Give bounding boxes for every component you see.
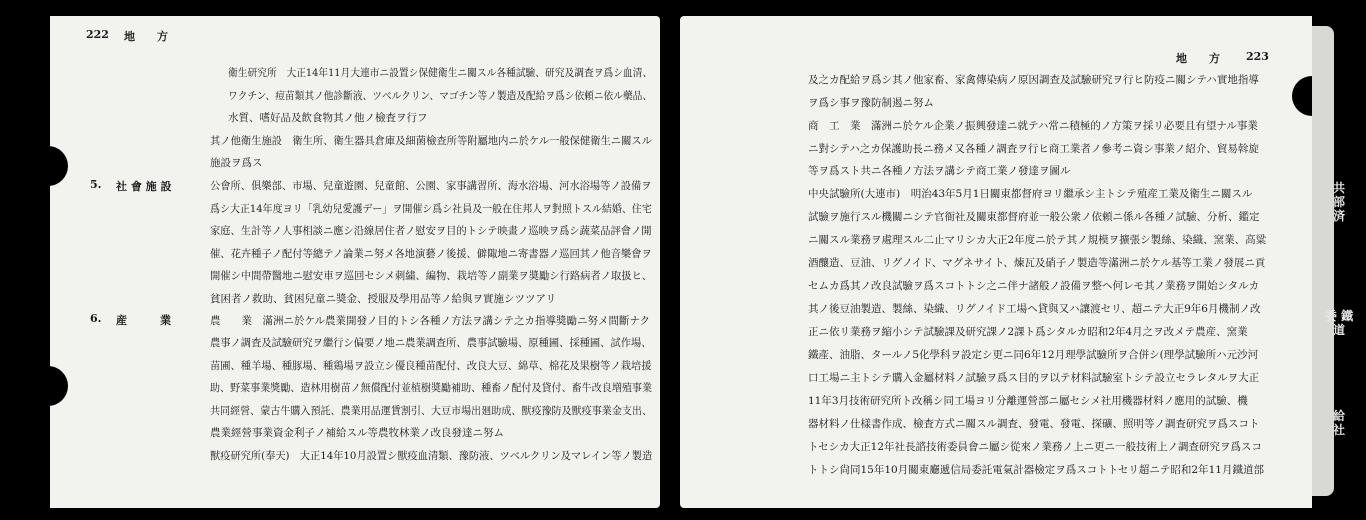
text-line: 助、野菜事業獎勵、造林用樹苗ノ無償配付並植樹奬勵補助、種畜ノ配付及貸付、畜牛改良増殖事業 (210, 382, 652, 394)
text-line: 試驗ヲ施行スル機關ニシテ官衙社及關東都督府並一般公衆ノ依頼ニ係ル各種ノ試驗、分析、鑑定 (808, 211, 1260, 223)
edge-stamp: 給 社 (1332, 409, 1345, 437)
text-line: 獸疫研究所(奉天) 大正14年10月設置シ獸疫血清類、豫防液、ツベルクリン及マレイン等ノ製造 (210, 450, 653, 462)
right-page (680, 16, 1312, 508)
left-page-number: 222 (86, 28, 109, 41)
text-line: 農事ノ調査及試驗研究ヲ繼行シ偏要ノ地ニ農業調查所、農事試驗場、原種圃、採種圃、試作場、 (210, 337, 652, 349)
binding-notch (1292, 76, 1312, 116)
text-line: 口工場ニ主トシテ購入金屬材料ノ試驗ヲ爲ス目的ヲ以テ材料試驗室トシテ設立セラレタルヲ大正 (808, 372, 1260, 384)
text-line: 等ヲ爲スト共ニ各種ノ方法ヲ講シテ商工業ノ發達ヲ圖ル (808, 165, 1071, 177)
text-line: ニ關スル業務ヲ處理スル二止マリシカ大正2年度ニ於テ其ノ規模ヲ擴張シ製絲、染織、窯業、高粱 (808, 234, 1267, 246)
edge-stamp: 委 鐵 道 (1324, 309, 1354, 337)
section-title: 社 會 施 設 (116, 180, 172, 193)
left-page-header: 地 方 (124, 30, 168, 43)
right-page-number: 223 (1246, 50, 1269, 63)
section-title: 産 業 (116, 314, 171, 327)
text-line: ニ對シテハ之カ保護助長ニ務メ又各種ノ調査ヲ行ヒ商工業者ノ參考ニ資シ事業ノ紹介、貿易斡旋 (808, 143, 1259, 155)
binding-notch (50, 146, 68, 186)
text-line: 苗圃、種羊場、種豚場、種鶏場ヲ設立シ優良種苗配付、改良大豆、綿草、棉花及果樹等ノ栽培援 (210, 360, 652, 372)
text-line: 衛生研究所 大正14年11月大連市ニ設置シ保健衛生ニ關スル各種試驗、研究及調査ヲ爲シ血清、 (228, 67, 653, 79)
section-number: 5. (90, 178, 102, 191)
text-line: 商 工 業 滿洲ニ於ケル企業ノ振興發達ニ就テハ常ニ積極的ノ方策ヲ採リ必要且有望ナル事業 (808, 120, 1258, 132)
text-line: 酒釀造、豆油、リグノイド、マグネサイト、煉瓦及硝子ノ製造等滿洲ニ於ケル基等工業ノ發展ニ貢 (808, 257, 1266, 269)
binding-notch (50, 366, 68, 406)
text-line: 施設ヲ爲ス (210, 157, 263, 169)
text-line: セムカ爲其ノ改良試驗ヲ爲スコトトシ之ニ伴ナ諸般ノ設備ヲ整ヘ何レモ其ノ業務ヲ開始シタルカ (808, 280, 1260, 292)
section-number: 6. (90, 312, 102, 325)
text-line: 器材料ノ仕樣書作成、檢査方式ニ關スル調査、發電、發電、探礦、照明等ノ調査研究ヲ爲スコト (808, 418, 1260, 430)
text-line: 農業經營事業資金利子ノ補給スル等農牧林業ノ改良發達ニ努ム (210, 427, 504, 439)
text-line: 農 業 滿洲ニ於ケル農業開發ノ目的トシ各種ノ方法ヲ講シテ之カ指導奬勵ニ努メ間斷ナク (210, 315, 651, 327)
text-line: トセシカ大正12年社長諮技術委員會ニ屬シ從來ノ業務ノ上ニ更ニ一般技術上ノ調查研究ヲ爲スコ (808, 441, 1263, 453)
text-line: 及之カ配給ヲ爲シ其ノ他家畜、家禽傳染病ノ原因調查及試驗研究ヲ行ヒ防疫ニ關シテハ實地指導 (808, 74, 1259, 86)
text-line: 其ノ後豆油製造、製絲、染織、リグノイド工場ヘ貸與又ハ讓渡セリ、超ニテ大正9年6月機制ノ改 (808, 303, 1261, 315)
text-line: 中央試驗所(大連市) 明治43年5月1日關東都督府ヨリ繼承シ主トシテ殖産工業及衛生ニ關スル (808, 188, 1253, 200)
text-line: 催、花卉種子ノ配付等總テノ論業ニ努メ各地演藝ノ後援、僻陬地ニ寄書器ノ巡回其ノ他音樂會ヲ (210, 248, 652, 260)
text-line: 家庭、生計等ノ人事相談ニ應シ沿線居住者ノ慰安ヲ目的トシテ映畫ノ巡映ヲ爲シ蔬菜品評會ノ開 (210, 225, 652, 237)
text-line: トトシ尙同15年10月關東廳遞信局委託電氣計器檢定ヲ爲スコトトセリ超ニテ昭和2年11月鐵道部 (808, 464, 1264, 476)
left-page (50, 16, 660, 508)
text-line: 貧困者ノ救助、貧困兒童ニ奬金、授服及學用品等ノ給與ヲ實施シツツアリ (210, 293, 557, 305)
text-line: 共同經營、蒙古牛購入預託、農業用品運賃割引、大豆市場出廻助成、獸疫豫防及獸疫事業金支出、 (210, 405, 652, 417)
text-line: 開催シ中間帶醫地ニ慰安車ヲ巡回セシメ刺繍、編物、栽培等ノ副業ヲ奬勵シ行路病者ノ取扱ヒ、 (210, 270, 653, 282)
text-line: 鐵產、油脂、タールノ5化學科ヲ設定シ更ニ同6年12月理學試驗所ヲ合併シ(理學試驗所ハ元沙河 (808, 349, 1259, 361)
text-line: 正ニ依リ業務ヲ縮小シテ試驗課及研究課ノ2課ト爲シタルカ昭和2年4月之ヲ改メテ農産、窯業 (808, 326, 1248, 338)
right-page-header: 地 方 (1176, 52, 1220, 65)
text-line: 水質、嗜好品及飲食物其ノ他ノ檢査ヲ行フ (228, 112, 428, 124)
text-line: 爲シ大正14年度ヨリ「乳幼兒愛護デー」ヲ開催シ爲シ社員及一般在住邦人ヲ對照トスル結婚、住宅 (210, 203, 652, 215)
text-line: 11年3月技術研究所ト改稱シ同工場ヨリ分離運營部ニ屬セシメ社用機器材料ノ應用的試驗、機 (808, 395, 1248, 407)
text-line: 公會所、俱樂部、市場、兒童遊園、兒童館、公園、家事講習所、海水浴場、河水浴場等ノ設備ヲ (210, 180, 652, 192)
text-line: ワクチン、痘苗類其ノ他診斷液、ツベルクリン、マゴチン等ノ製造及配給ヲ爲シ依頼ニ依ル藥品、 (228, 90, 653, 102)
text-line: 其ノ他衛生施設 衛生所、衛生器具倉庫及細菌檢查所等附屬地内ニ於ケル一般保健衛生ニ關スル (210, 135, 652, 147)
text-line: ヲ爲シ事ヲ豫防制遏ニ努ム (808, 97, 934, 109)
edge-stamp: 共 部 済 (1332, 181, 1345, 223)
